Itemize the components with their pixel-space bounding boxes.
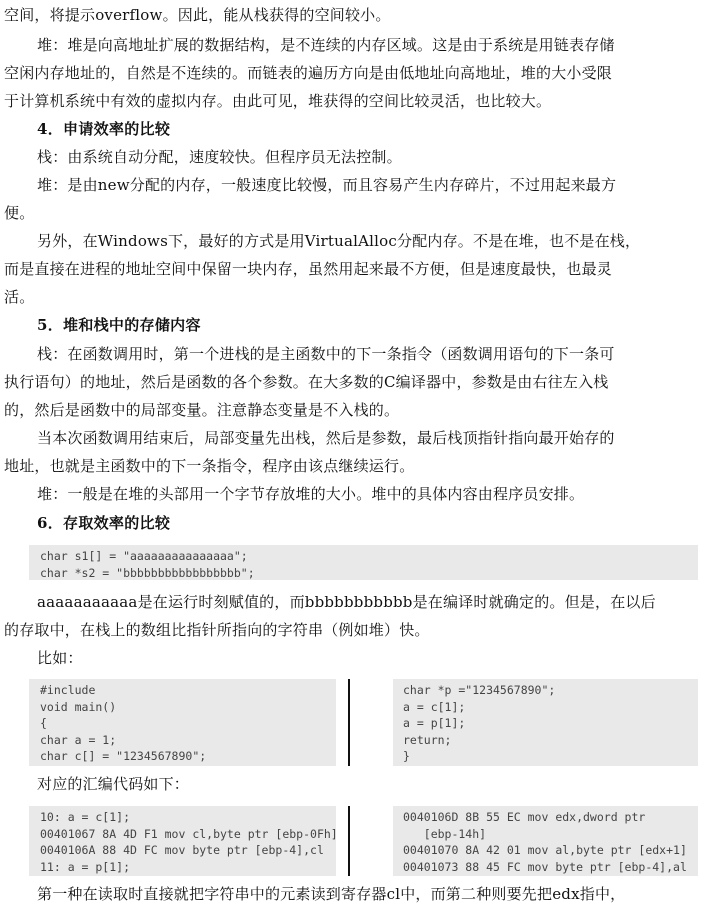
section-heading-4: 4．申请效率的比较 (37, 120, 171, 138)
code-line: 11: a = p[1]; (40, 859, 131, 874)
code-line: { (40, 716, 47, 730)
text-line: 栈：由系统自动分配，速度较快。但程序员无法控制。 (37, 148, 402, 166)
text-line: 第一种在读取时直接就把字符串中的元素读到寄存器cl中，而第二种则要先把edx指中， (37, 885, 626, 903)
code-line: a = c[1]; (403, 699, 466, 714)
paragraph-heap-alloc (4, 171, 700, 227)
code-line: } (403, 749, 410, 763)
column-divider (348, 679, 350, 766)
paragraph-overflow (4, 1, 700, 29)
text-line: 对应的汇编代码如下： (37, 775, 190, 793)
code-line: 10: a = c[1]; (40, 810, 131, 824)
paragraph-example (4, 644, 700, 672)
code-block-asm-right (393, 806, 698, 876)
paragraph-stack-alloc (4, 143, 700, 171)
text-line: 当本次函数调用结束后，局部变量先出栈，然后是参数，最后栈顶指针指向最开始存的 (37, 429, 615, 447)
code-line: void main() (40, 699, 117, 714)
text-line: 堆：是由new分配的内存，一般速度比较慢，而且容易产生内存碎片，不过用起来最方 (37, 176, 617, 194)
code-line: return; (403, 732, 452, 747)
text-line: 堆：堆是向高地址扩展的数据结构，是不连续的内存区域。这是由于系统是用链表存储 (37, 36, 615, 54)
text-line: 而是直接在进程的地址空间中保留一块内存，虽然用起来最不方便，但是速度最快，也最灵 (4, 260, 613, 278)
paragraph-asm-intro (4, 770, 700, 798)
text-line: 的存取中，在栈上的数组比指针所指向的字符串（例如堆）快。 (4, 621, 430, 639)
column-divider (348, 806, 350, 876)
code-block-strings (29, 545, 698, 580)
code-line: #include (40, 683, 96, 697)
text-line: 执行语句）的地址，然后是函数的各个参数。在大多数的C编译器中，参数是由右往左入栈 (4, 373, 609, 391)
code-line: 00401070 8A 42 01 mov al,byte ptr [edx+1] (403, 843, 687, 857)
text-line: 堆：一般是在堆的头部用一个字节存放堆的大小。堆中的具体内容由程序员安排。 (37, 485, 585, 503)
paragraph-call-return (4, 424, 700, 480)
code-block-asm-left (29, 806, 336, 876)
text-line: 地址，也就是主函数中的下一条指令，程序由该点继续运行。 (4, 457, 415, 475)
section-heading-6: 6．存取效率的比较 (37, 514, 171, 532)
code-line: 0040106D 8B 55 EC mov edx,dword ptr (403, 810, 646, 824)
text-line: 比如： (37, 649, 83, 667)
paragraph-runtime-assign (4, 588, 700, 644)
code-line: 0040106A 88 4D FC mov byte ptr [ebp-4],cl (40, 843, 324, 857)
text-line: aaaaaaaaaaa是在运行时刻赋值的，而bbbbbbbbbbb是在编译时就确定的。但是，在以后 (37, 593, 656, 611)
text-line: 活。 (4, 288, 35, 306)
paragraph-heap-contents (4, 480, 700, 508)
paragraph-stack-contents (4, 340, 700, 424)
code-line: a = p[1]; (403, 716, 466, 730)
code-line: 00401067 8A 4D F1 mov cl,byte ptr [ebp-0Fh] (40, 826, 338, 841)
text-line: 于计算机系统中有效的虚拟内存。由此可见，堆获得的空间比较灵活，也比较大。 (4, 92, 552, 110)
code-line: char *p ="1234567890"; (403, 683, 556, 697)
code-line: char *s2 = "bbbbbbbbbbbbbbbbb"; (40, 565, 255, 580)
paragraph-heap-growth (4, 31, 700, 115)
text-line: 栈：在函数调用时，第一个进栈的是主函数中的下一条指令（函数调用语句的下一条可 (37, 345, 615, 363)
text-line: 空闲内存地址的，自然是不连续的。而链表的遍历方向是由低地址向高地址，堆的大小受限 (4, 64, 613, 82)
text-line: 的，然后是函数中的局部变量。注意静态变量是不入栈的。 (4, 401, 400, 419)
code-line: char a = 1; (40, 732, 117, 747)
code-block-c-right (393, 679, 698, 766)
paragraph-virtualalloc (4, 227, 700, 311)
text-line: 便。 (4, 204, 35, 222)
code-line: [ebp-14h] (403, 826, 487, 841)
code-block-c-left (29, 679, 336, 766)
code-line: 00401073 88 45 FC mov byte ptr [ebp-4],al (403, 859, 687, 874)
text-line: 空间，将提示overflow。因此，能从栈获得的空间较小。 (4, 6, 391, 24)
code-line: char c[] = "1234567890"; (40, 749, 207, 763)
code-line: char s1[] = "aaaaaaaaaaaaaaa"; (40, 549, 248, 563)
text-line: 另外，在Windows下，最好的方式是用VirtualAlloc分配内存。不是在堆，也不是在栈， (37, 232, 641, 250)
section-heading-5: 5．堆和栈中的存储内容 (37, 316, 201, 334)
paragraph-register-read (4, 880, 700, 908)
